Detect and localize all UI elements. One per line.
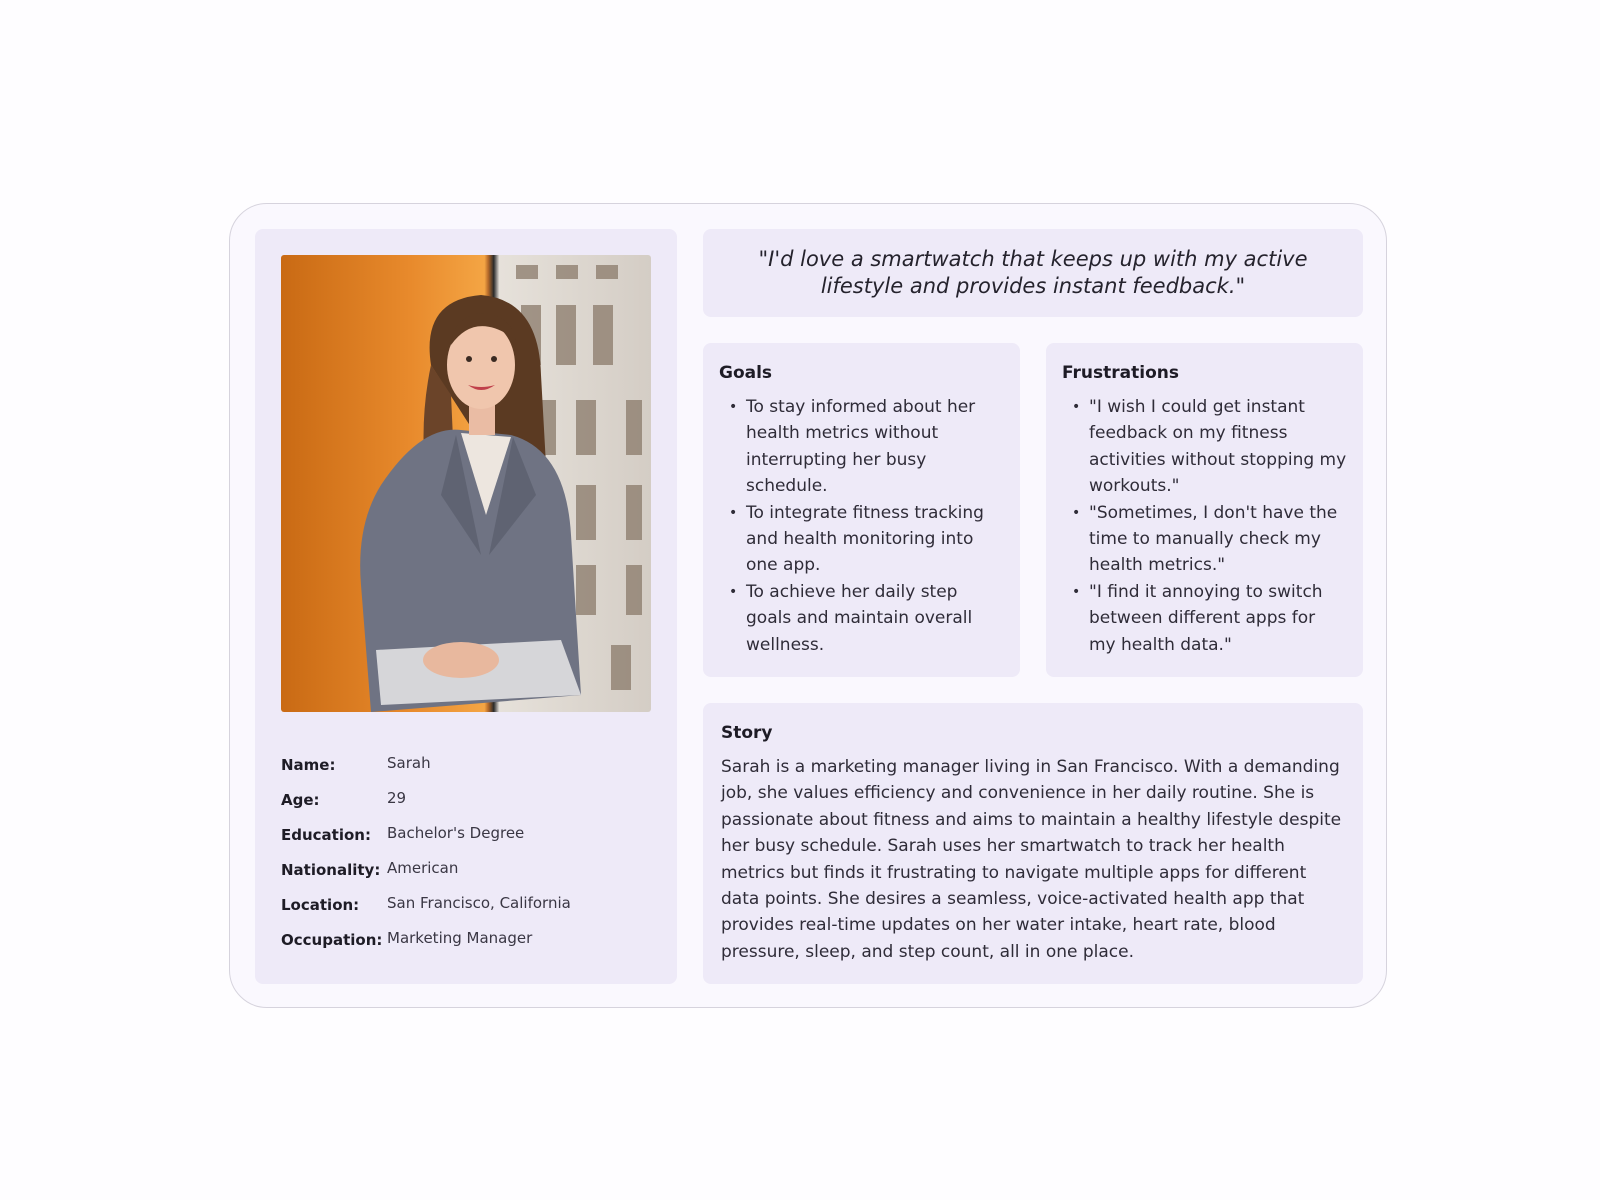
- list-item: • "Sometimes, I don't have the time to manually check my health metrics.": [1062, 500, 1347, 579]
- story-title: Story: [721, 723, 773, 743]
- list-item: • To stay informed about her health metrics without interrupting her busy schedule.: [719, 394, 1004, 500]
- detail-row-location: [281, 892, 661, 927]
- frustrations-list: [1062, 394, 1347, 658]
- story-text: Sarah is a marketing manager living in San Francisco. With a demanding job, she values efficiency and convenience in her daily routine. She is passionate about fitness and aims to maintain a healthy lifestyle despite her busy schedule. Sarah uses her smartwatch to track her health metrics but finds it frustrating to navigate multiple apps for different data points. She desires a seamless, voice-activated health app that provides real-time updates on her water intake, heart rate, blood pressure, sleep, and step count, all in one place.: [721, 757, 1342, 962]
- detail-row-education: [281, 822, 661, 857]
- list-item: • To achieve her daily step goals and maintain overall wellness.: [719, 579, 1004, 658]
- detail-label: Age:: [281, 791, 320, 809]
- frustrations-panel: [1046, 343, 1363, 677]
- persona-card: [229, 203, 1387, 1008]
- persona-quote: "I'd love a smartwatch that keeps up with my active lifestyle and provides instant feedback.": [703, 229, 1363, 317]
- detail-row-name: [281, 752, 661, 787]
- list-item: • "I wish I could get instant feedback on my fitness activities without stopping my workouts.": [1062, 394, 1347, 500]
- detail-row-age: [281, 787, 661, 822]
- detail-label: Occupation:: [281, 931, 383, 949]
- profile-panel: [255, 229, 677, 984]
- goals-panel: [703, 343, 1020, 677]
- detail-value: San Francisco, California: [387, 894, 571, 912]
- detail-row-occupation: [281, 927, 661, 962]
- detail-label: Name:: [281, 756, 336, 774]
- frustrations-title: Frustrations: [1062, 363, 1179, 383]
- detail-value: Sarah: [387, 754, 431, 772]
- goals-list: [719, 394, 1004, 658]
- list-item: • "I find it annoying to switch between different apps for my health data.": [1062, 579, 1347, 658]
- detail-label: Location:: [281, 896, 360, 914]
- detail-value: Bachelor's Degree: [387, 824, 525, 842]
- list-item: • To integrate fitness tracking and health monitoring into one app.: [719, 500, 1004, 579]
- detail-label: Education:: [281, 826, 371, 844]
- detail-label: Nationality:: [281, 861, 381, 879]
- detail-value: 29: [387, 789, 407, 807]
- detail-value: Marketing Manager: [387, 929, 533, 947]
- detail-row-nationality: [281, 857, 661, 892]
- goals-title: Goals: [719, 363, 773, 383]
- persona-illustration: [281, 255, 651, 712]
- persona-details: [281, 752, 661, 962]
- persona-photo: [281, 255, 651, 712]
- detail-value: American: [387, 859, 459, 877]
- story-panel: [703, 703, 1363, 984]
